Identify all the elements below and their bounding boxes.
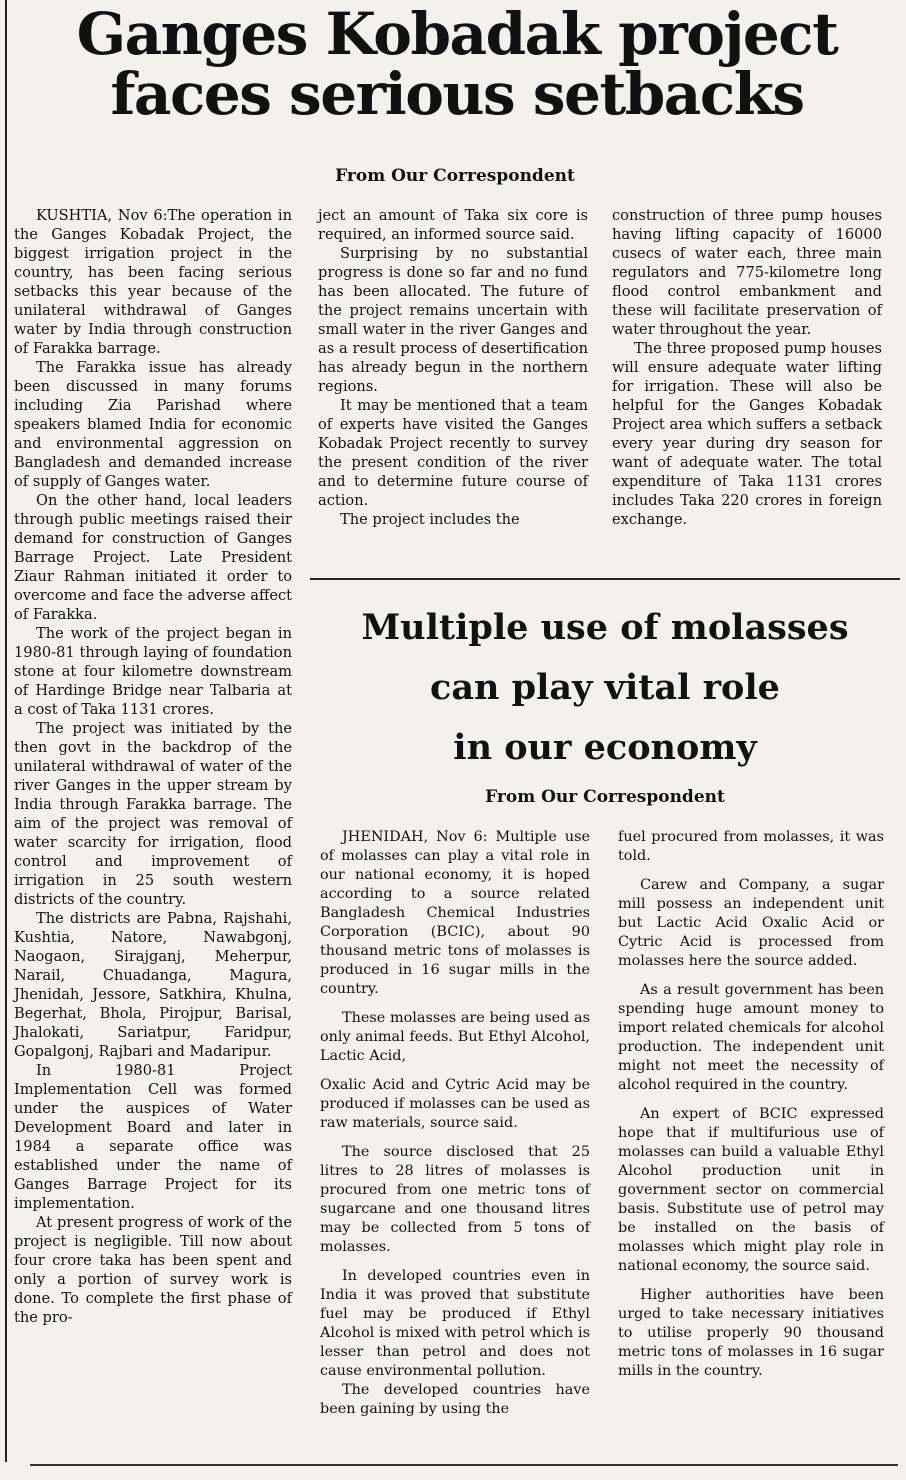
paragraph: In developed countries even in India it was proved that substitute fuel may be produced if Ethyl Alcohol is mixed with petrol which is lesser than petrol and does not cause environmental pollution. (320, 1268, 590, 1379)
paragraph: KUSHTIA, Nov 6:The operation in the Ganges Kobadak Project, the biggest irrigation project in the country, has been facing serious setbacks this year because of the unilateral withdrawal of Ganges water by India through construction of Farakka barrage. (14, 207, 292, 357)
bottom-rule (30, 1464, 898, 1466)
byline-article2: From Our Correspondent (485, 787, 725, 807)
paragraph: construction of three pump houses having lifting capacity of 16000 cusecs of water each, three main regulators and 775-kilometre long flood control embankment and these will facilitate preservation of water throughout the year. (612, 207, 882, 338)
paragraph: Higher authorities have been urged to take necessary initiatives to utilise properly 90 thousand metric tons of molasses in 16 sugar mills in the country. (618, 1287, 884, 1379)
article2-column-2 (618, 828, 884, 1381)
paragraph: The project includes the (340, 511, 520, 528)
paragraph: ject an amount of Taka six core is required, an informed source said. (318, 207, 588, 243)
paragraph: The source disclosed that 25 litres to 28 litres of molasses is procured from one metric tons of sugarcane and one thousand litres may be collected from 5 tons of molasses. (320, 1144, 590, 1255)
article1-column-3 (612, 206, 882, 529)
paragraph: fuel procured from molasses, it was told. (618, 829, 884, 864)
paragraph: An expert of BCIC expressed hope that if multifurious use of molasses can build a valuable Ethyl Alcohol production unit in government sector on commercial basis. Substitute use of petrol may be installed on the basis of molasses which might play role in national economy, the source said. (618, 1106, 884, 1274)
headline-line: Multiple use of molasses (361, 607, 849, 648)
paragraph: These molasses are being used as only animal feeds. But Ethyl Alcohol, Lactic Acid, (320, 1010, 590, 1064)
article1-column-2 (318, 206, 588, 529)
article1-column-1 (14, 206, 292, 1327)
paragraph: As a result government has been spending huge amount money to import related chemicals for alcohol production. The independent unit might not meet the necessity of alcohol required in the country. (618, 982, 884, 1093)
byline-article1: From Our Correspondent (335, 166, 575, 186)
article2-column-1 (320, 828, 590, 1419)
headline-line: Ganges Kobadak project (76, 0, 838, 68)
headline-molasses (312, 598, 898, 778)
paragraph: Surprising by no substantial progress is done so far and no fund has been allocated. The future of the project remains uncertain with small water in the river Ganges and as a result process of desertification has already begun in the northern regions. (318, 245, 588, 395)
paragraph: It may be mentioned that a team of experts have visited the Ganges Kobadak Project recently to survey the present condition of the river and to determine future course of action. (318, 397, 588, 509)
headline-line: in our economy (453, 727, 757, 768)
paragraph: The three proposed pump houses will ensure adequate water lifting for irrigation. These will also be helpful for the Ganges Kobadak Project area which suffers a setback every year during dry season for want of adequate water. The total expenditure of Taka 1131 crores includes Taka 220 crores in foreign exchange. (612, 340, 882, 528)
article-divider-rule (310, 578, 900, 580)
paragraph: The developed countries have been gaining by using the (320, 1382, 590, 1417)
paragraph: Carew and Company, a sugar mill possess an independent unit but Lactic Acid Oxalic Acid or Cytric Acid is processed from molasses here the source added. (618, 877, 884, 969)
paragraph: At present progress of work of the project is negligible. Till now about four crore taka has been spent and only a portion of survey work is done. To complete the first phase of the pro- (14, 1214, 292, 1326)
headline-line: can play vital role (430, 667, 780, 708)
paragraph: JHENIDAH, Nov 6: Multiple use of molasses can play a vital role in our national economy, it is hoped according to a source related Bangladesh Chemical Industries Corporation (BCIC), about 90 thousand metric tons of molasses is produced in 16 sugar mills in the country. (320, 829, 590, 997)
paragraph: On the other hand, local leaders through public meetings raised their demand for construction of Ganges Barrage Project. Late President Ziaur Rahman initiated it order to overcome and face the adverse affect of Farakka. (14, 492, 292, 623)
headline-line: faces serious setbacks (110, 60, 804, 128)
paragraph: The Farakka issue has already been discussed in many forums including Zia Parishad where speakers blamed India for economic and environmental aggression on Bangladesh and demanded increase of supply of Ganges water. (14, 359, 292, 490)
column-rule-left (5, 0, 7, 1462)
paragraph: The work of the project began in 1980-81 through laying of foundation stone at four kilometre downstream of Hardinge Bridge near Talbaria at a cost of Taka 1131 crores. (14, 625, 292, 718)
paragraph: The districts are Pabna, Rajshahi, Kushtia, Natore, Nawabgonj, Naogaon, Sirajganj, Meherpur, Narail, Chuadanga, Magura, Jhenidah, Jessore, Satkhira, Khulna, Begerhat, Bhola, Pirojpur, Barisal, Jhalokati, Sariatpur, Faridpur, Gopalgonj, Rajbari and Madaripur. (14, 910, 292, 1060)
paragraph: Oxalic Acid and Cytric Acid may be produced if molasses can be used as raw materials, source said. (320, 1077, 590, 1131)
paragraph: The project was initiated by the then govt in the backdrop of the unilateral withdrawal of water of the river Ganges in the upper stream by India through Farakka barrage. The aim of the project was removal of water scarcity for irrigation, flood control and improvement of irrigation in 25 south western districts of the country. (14, 720, 292, 908)
headline-ganges-kobadak (14, 0, 900, 128)
paragraph: In 1980-81 Project Implementation Cell was formed under the auspices of Water Development Board and later in 1984 a separate office was established under the name of Ganges Barrage Project for its implementation. (14, 1062, 292, 1212)
